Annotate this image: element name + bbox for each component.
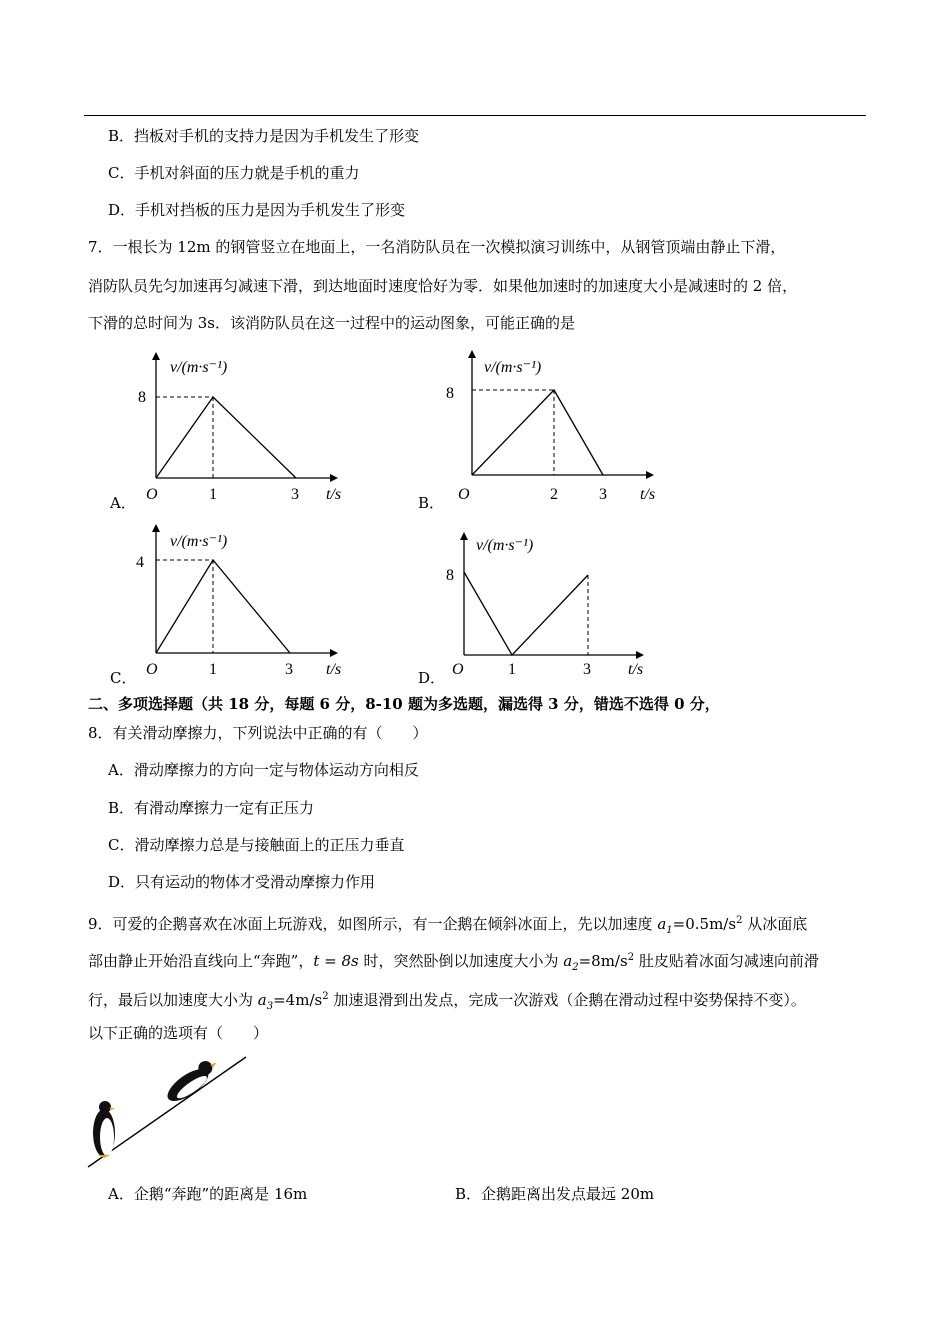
penguin-slope-figure <box>84 1055 254 1175</box>
graph-b <box>446 348 676 510</box>
q9-option-a: A．企鹅“奔跑”的距离是 16m <box>108 1185 308 1203</box>
graph-b-origin: O <box>458 486 470 503</box>
q6-option-c: C．手机对斜面的压力就是手机的重力 <box>108 164 360 182</box>
graph-d-curve <box>464 572 588 655</box>
graph-a <box>130 350 360 510</box>
graph-a-origin: O <box>146 486 158 503</box>
graph-d-peak-label: 8 <box>446 567 454 584</box>
graph-b-x-label: t/s <box>640 486 656 503</box>
graph-a-label: A． <box>110 494 136 512</box>
graph-b-curve <box>472 390 603 475</box>
graph-c-peak-label: 4 <box>136 554 144 571</box>
q8-stem: 8．有关滑动摩擦力，下列说法中正确的有（ ） <box>88 724 428 742</box>
graph-d-label: D． <box>418 669 446 687</box>
graph-c <box>130 522 360 684</box>
q6-option-b: B．挡板对手机的支持力是因为手机发生了形变 <box>108 127 420 145</box>
standing-penguin-icon <box>93 1101 115 1158</box>
graph-c-x-label: t/s <box>326 661 342 678</box>
graph-a-y-label: v/(m·s⁻¹) <box>170 359 228 376</box>
graph-b-peak-label: 8 <box>446 385 454 402</box>
graph-a-peak-label: 8 <box>138 389 146 406</box>
q9-stem-line3: 行，最后以加速度大小为 $a_3=4m/s^2$ 加速退滑到出发点，完成一次游戏（企鹅在滑动过程中姿势保持不变）。 <box>88 991 806 1012</box>
graph-b-tick-peak: 2 <box>550 486 558 503</box>
q6-option-d: D．手机对挡板的压力是因为手机发生了形变 <box>108 201 406 219</box>
graph-b-tick-end: 3 <box>599 486 607 503</box>
graph-d-tick-end: 3 <box>583 661 591 678</box>
q9-stem-line1: 9．可爱的企鹅喜欢在冰面上玩游戏，如图所示，有一企鹅在倾斜冰面上，先以加速度 $a_1=0.5m/s^2$ 从冰面底 <box>88 915 808 936</box>
q7-stem-line1: 7．一根长为 12m 的钢管竖立在地面上，一名消防队员在一次模拟演习训练中，从钢管顶端由静止下滑， <box>88 238 786 256</box>
graph-d <box>440 530 670 684</box>
graph-d-y-label: v/(m·s⁻¹) <box>476 537 534 554</box>
graph-b-y-label: v/(m·s⁻¹) <box>484 359 542 376</box>
q8-option-c: C．滑动摩擦力总是与接触面上的正压力垂直 <box>108 836 405 854</box>
graph-d-x-label: t/s <box>628 661 644 678</box>
graph-c-label: C． <box>110 669 137 687</box>
header-rule <box>84 115 866 116</box>
graph-d-origin: O <box>452 661 464 678</box>
sliding-penguin-icon <box>162 1055 223 1107</box>
graph-a-tick-peak: 1 <box>209 486 217 503</box>
q7-stem-line2: 消防队员先匀加速再匀减速下滑，到达地面时速度恰好为零．如果他加速时的加速度大小是减速时的 2 倍， <box>88 277 798 295</box>
graph-d-tick-peak: 1 <box>508 661 516 678</box>
graph-a-x-label: t/s <box>326 486 342 503</box>
q8-option-a: A．滑动摩擦力的方向一定与物体运动方向相反 <box>108 761 419 779</box>
graph-b-label: B． <box>418 494 445 512</box>
graph-c-y-label: v/(m·s⁻¹) <box>170 533 228 550</box>
q7-stem-line3: 下滑的总时间为 3s．该消防队员在这一过程中的运动图象，可能正确的是 <box>88 314 576 332</box>
q9-stem-line4: 以下正确的选项有（ ） <box>88 1024 269 1042</box>
q8-option-d: D．只有运动的物体才受滑动摩擦力作用 <box>108 873 376 891</box>
graph-c-tick-end: 3 <box>285 661 293 678</box>
graph-c-curve <box>156 560 290 653</box>
graph-a-tick-end: 3 <box>291 486 299 503</box>
q8-option-b: B．有滑动摩擦力一定有正压力 <box>108 799 315 817</box>
section2-heading: 二、多项选择题（共 18 分，每题 6 分，8-10 题为多选题，漏选得 3 分，错选不选得 0 分， <box>88 695 720 713</box>
q9-option-b: B．企鹅距离出发点最远 20m <box>455 1185 655 1203</box>
graph-a-curve <box>156 397 296 478</box>
graph-c-origin: O <box>146 661 158 678</box>
graph-c-tick-peak: 1 <box>209 661 217 678</box>
q9-stem-line2: 部由静止开始沿直线向上“奔跑”，t = 8s 时，突然卧倒以加速度大小为 $a_2=8m/s^2$ 肚皮贴着冰面匀减速向前滑 <box>88 952 819 973</box>
